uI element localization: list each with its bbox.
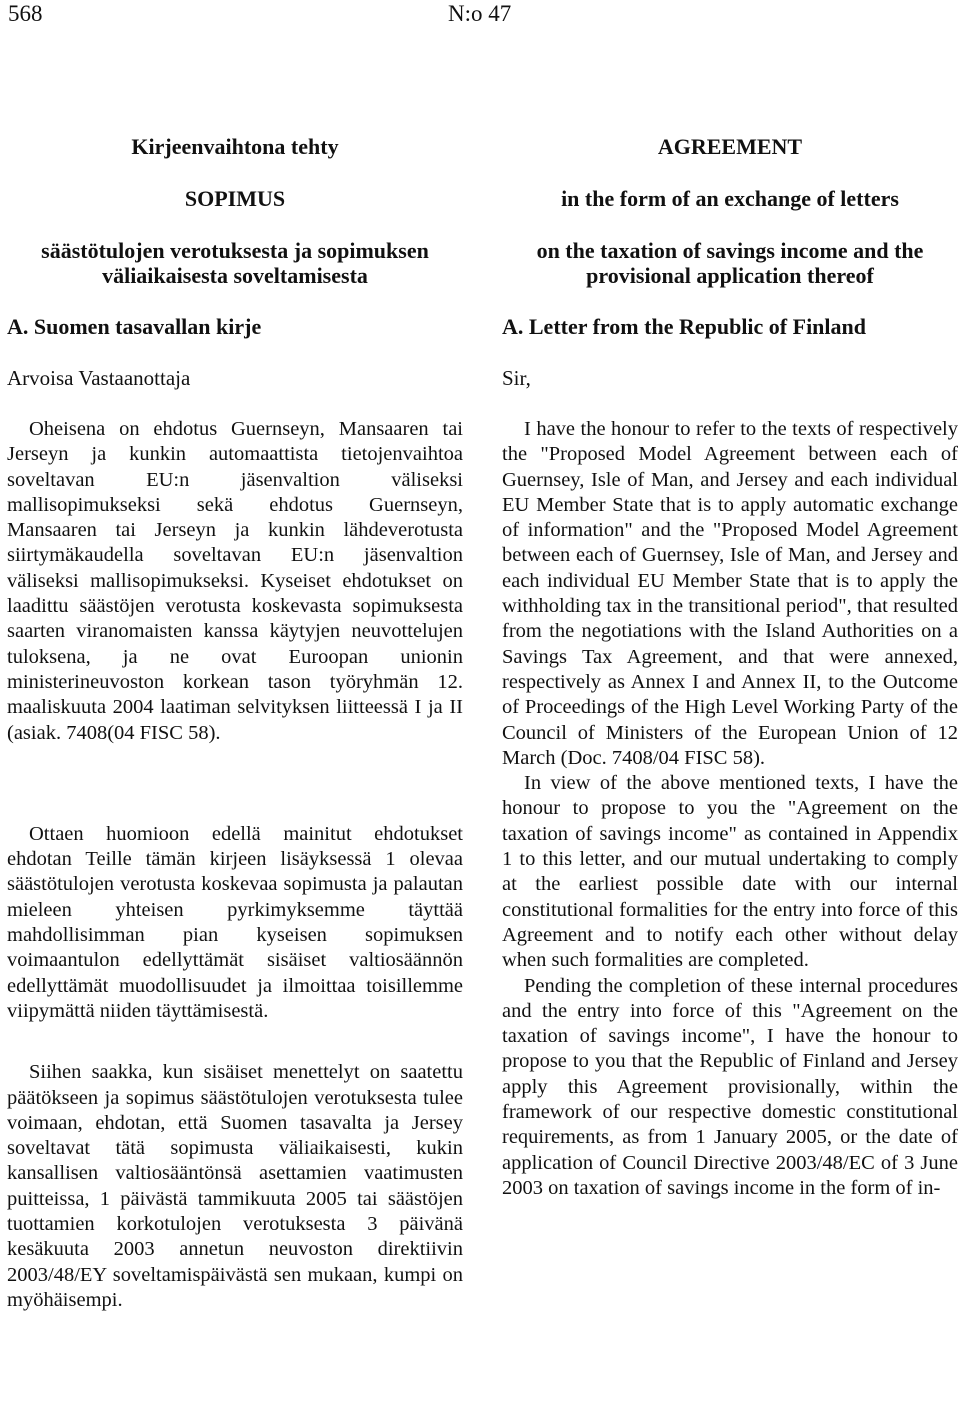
page-number: 568 xyxy=(8,1,43,26)
english-paragraph-2: In view of the above mentioned texts, I have the honour to propose to you the "Agreement on the taxation of savings income" as contained in Appendix 1 to this letter, and our mutual undertaking to comply at the earliest possible date with our internal constitutional formalities for the entry into force of this Agreement and to notify each other without delay when such formalities are completed. xyxy=(502,772,958,972)
finnish-paragraph-1: Oheisena on ehdotus Guernseyn, Mansaaren tai Jerseyn ja kunkin automaattista tietojenvaihtoa soveltavan EU:n jäsenvaltion väliseksi mallisopimukseksi sekä ehdotus Guernseyn, Mansaaren tai Jerseyn ja kunkin lähdeverotusta siirtymäkaudella soveltavan EU:n jäsenvaltion väliseksi mallisopimukseksi. Kyseiset ehdotukset on laadittu säästöjen verotusta koskevasta sopimuksesta saarten viranomaisten kanssa käytyjen neuvottelujen tuloksena, ja ne ovat Euroopan unionin ministerineuvoston korkean tason työryhmän 12. maaliskuuta 2004 laatiman selvityksen liitteessä I ja II (asiak. 7408(04 FISC 58). xyxy=(7,418,463,744)
finnish-subtitle: säästötulojen verotuksesta ja sopimuksen väliaikaisesta soveltamisesta xyxy=(41,238,429,288)
english-title: AGREEMENT xyxy=(657,134,803,159)
finnish-paragraph-2: Ottaen huomioon edellä mainitut ehdotukset ehdotan Teille tämän kirjeen lisäyksessä 1 olevaa säästötulojen verotusta koskevaa sopimusta ja palautan mieleen yhteisen pyrkimyksemme täyttää mahdollisimman pian kyseisen sopimuksen voimaantulon edellyttämät sisäiset valtiosäännön edellyttämät muodollisuudet ja ilmoittaa toisillemme viipymättä niiden täyttämisestä. xyxy=(7,822,463,1022)
english-column xyxy=(502,125,958,1201)
page-header xyxy=(0,0,960,30)
english-paragraph-3: Pending the completion of these internal procedures and the entry into force of this "Agreement on the taxation of savings income", I have the honour to propose to you that the Republic of Finland and Jersey apply this Agreement provisionally, within the framework of our respective domestic constitutional requirements, as from 1 January 2005, or the date of application of Council Directive 2003/48/EC of 3 June 2003 on taxation of savings income in the form of in- xyxy=(502,974,958,1199)
issue-number: N:o 47 xyxy=(448,1,512,26)
english-salutation: Sir, xyxy=(502,366,531,390)
finnish-paragraph-3: Siihen saakka, kun sisäiset menettelyt on saatettu päätökseen ja sopimus säästötulojen verotuksesta tulee voimaan, ehdotan, että Suomen tasavalta ja Jersey soveltavat tätä sopimusta väliaikaisesti, kukin kansallisen valtiosääntönsä asettamien vaatimusten puitteissa, 1 päivästä tammikuuta 2005 tai säästöjen tuottamien korkotulojen verotuksesta 3 päivänä kesäkuuta 2003 annetun neuvoston direktiivin 2003/48/EY soveltamispäivästä sen mukaan, kumpi on myöhäisempi. xyxy=(7,1061,463,1311)
english-paragraph-1: I have the honour to refer to the texts of respectively the "Proposed Model Agreement between each of Guernsey, Isle of Man, and Jersey and each individual EU Member State that is to apply automatic exchange of information" and the "Proposed Model Agreement between each of Guernsey, Isle of Man, and Jersey and each individual EU Member State that is to apply the withholding tax in the transitional period", that resulted from the negotiations with the Island Authorities on a Savings Tax Agreement, and that were annexed, respectively as Annex I and Annex II, to the Outcome of Proceedings of the High Level Working Party of the Council of Ministers of the European Union of 12 March (Doc. 7408/04 FISC 58). xyxy=(502,418,958,769)
english-subtitle: on the taxation of savings income and the provisional application thereof xyxy=(536,238,924,288)
english-form-title: in the form of an exchange of letters xyxy=(561,186,899,211)
finnish-agreement-title: SOPIMUS xyxy=(184,186,286,211)
finnish-salutation: Arvoisa Vastaanottaja xyxy=(7,366,191,390)
finnish-column xyxy=(7,125,463,1313)
finnish-letter-heading: A. Suomen tasavallan kirje xyxy=(7,314,262,339)
english-letter-heading: A. Letter from the Republic of Finland xyxy=(502,314,866,339)
finnish-title: Kirjeenvaihtona tehty xyxy=(131,134,339,159)
